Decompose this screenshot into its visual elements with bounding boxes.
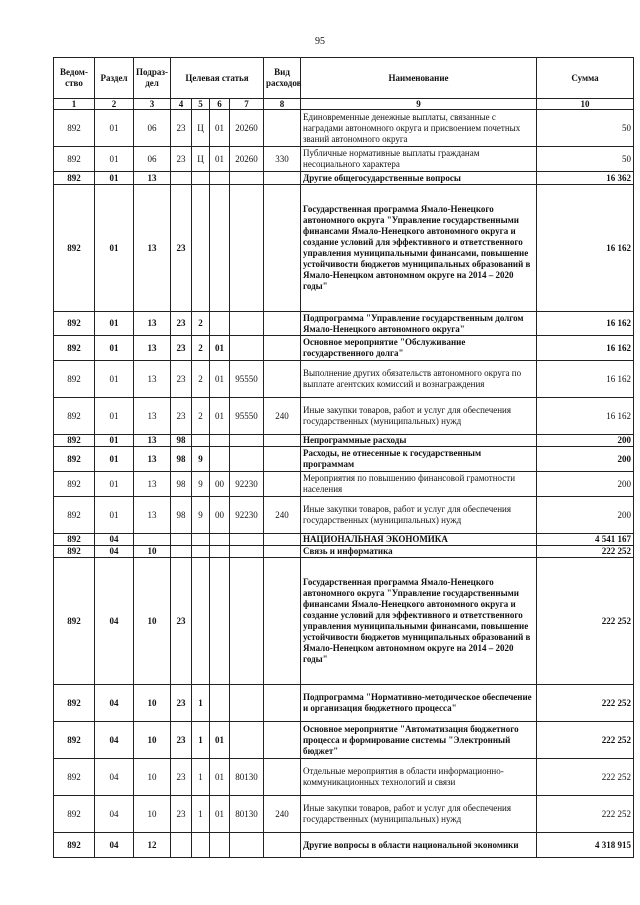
subsection-cell: 13 [134, 497, 171, 534]
program-cell: 98 [171, 497, 192, 534]
exp-type-cell [264, 722, 301, 759]
event-cell: 01 [210, 759, 230, 796]
table-row [54, 497, 634, 534]
section-cell: 01 [95, 497, 134, 534]
amount-cell: 200 [537, 472, 634, 497]
col-header-target: Целевая статья [171, 58, 264, 99]
column-number: 5 [192, 99, 210, 110]
program-cell: 23 [171, 796, 192, 833]
dept-cell: 892 [54, 685, 95, 722]
column-number: 2 [95, 99, 134, 110]
page-number: 95 [315, 36, 325, 47]
exp-type-cell [264, 534, 301, 546]
dept-cell: 892 [54, 312, 95, 336]
table-row [54, 336, 634, 361]
table-row [54, 685, 634, 722]
table-row [54, 534, 634, 546]
program-cell [171, 534, 192, 546]
subprogram-cell [192, 558, 210, 685]
subsection-cell: 12 [134, 833, 171, 858]
dept-cell: 892 [54, 172, 95, 185]
subprogram-cell: 2 [192, 361, 210, 398]
section-cell: 01 [95, 147, 134, 172]
name-cell: Непрограммные расходы [301, 435, 537, 447]
amount-cell: 16 162 [537, 185, 634, 312]
col-header-name: Наименование [301, 58, 537, 99]
name-cell: Иные закупки товаров, работ и услуг для обеспечения государственных (муниципальных) нужд [301, 796, 537, 833]
direction-cell [230, 447, 264, 472]
subprogram-cell: 9 [192, 472, 210, 497]
event-cell: 01 [210, 361, 230, 398]
table-row [54, 147, 634, 172]
table-row [54, 172, 634, 185]
direction-cell [230, 833, 264, 858]
subprogram-cell [192, 546, 210, 558]
section-cell: 04 [95, 833, 134, 858]
direction-cell [230, 722, 264, 759]
dept-cell: 892 [54, 147, 95, 172]
direction-cell: 80130 [230, 796, 264, 833]
subsection-cell: 13 [134, 398, 171, 435]
amount-cell: 222 252 [537, 546, 634, 558]
event-cell [210, 558, 230, 685]
program-cell: 98 [171, 472, 192, 497]
name-cell: Иные закупки товаров, работ и услуг для обеспечения государственных (муниципальных) нужд [301, 497, 537, 534]
direction-cell: 92230 [230, 497, 264, 534]
table-row [54, 558, 634, 685]
col-header-dept: Ведом- ство [54, 58, 95, 99]
section-cell: 01 [95, 185, 134, 312]
name-cell: Выполнение других обязательств автономного округа по выплате агентских комиссий и вознаграждения [301, 361, 537, 398]
table-row [54, 447, 634, 472]
column-number: 7 [230, 99, 264, 110]
dept-cell: 892 [54, 497, 95, 534]
direction-cell [230, 185, 264, 312]
section-cell: 01 [95, 472, 134, 497]
dept-cell: 892 [54, 336, 95, 361]
direction-cell: 80130 [230, 759, 264, 796]
exp-type-cell: 240 [264, 398, 301, 435]
column-number: 10 [537, 99, 634, 110]
dept-cell: 892 [54, 833, 95, 858]
direction-cell [230, 312, 264, 336]
direction-cell: 95550 [230, 361, 264, 398]
column-number: 1 [54, 99, 95, 110]
amount-cell: 200 [537, 497, 634, 534]
exp-type-cell [264, 110, 301, 147]
exp-type-cell [264, 172, 301, 185]
direction-cell [230, 685, 264, 722]
subsection-cell: 13 [134, 447, 171, 472]
dept-cell: 892 [54, 185, 95, 312]
amount-cell: 200 [537, 435, 634, 447]
direction-cell [230, 172, 264, 185]
subsection-cell: 13 [134, 361, 171, 398]
name-cell: Публичные нормативные выплаты гражданам несоциального характера [301, 147, 537, 172]
exp-type-cell [264, 546, 301, 558]
subsection-cell: 13 [134, 336, 171, 361]
amount-cell: 16 162 [537, 336, 634, 361]
exp-type-cell: 240 [264, 796, 301, 833]
program-cell: 23 [171, 722, 192, 759]
subsection-cell: 10 [134, 759, 171, 796]
table-row [54, 833, 634, 858]
section-cell: 04 [95, 685, 134, 722]
event-cell [210, 312, 230, 336]
section-cell: 04 [95, 796, 134, 833]
name-cell: Подпрограмма "Управление государственным долгом Ямало-Ненецкого автономного округа" [301, 312, 537, 336]
subsection-cell: 06 [134, 110, 171, 147]
table-row [54, 312, 634, 336]
col-header-section: Раздел [95, 58, 134, 99]
dept-cell: 892 [54, 447, 95, 472]
section-cell: 01 [95, 336, 134, 361]
direction-cell [230, 558, 264, 685]
col-header-subsection: Подраз- дел [134, 58, 171, 99]
table-row [54, 759, 634, 796]
direction-cell [230, 336, 264, 361]
subprogram-cell: Ц [192, 110, 210, 147]
subsection-cell: 10 [134, 722, 171, 759]
program-cell: 23 [171, 685, 192, 722]
event-cell [210, 546, 230, 558]
program-cell: 23 [171, 361, 192, 398]
table-row [54, 796, 634, 833]
event-cell [210, 435, 230, 447]
subprogram-cell: 9 [192, 447, 210, 472]
subprogram-cell [192, 833, 210, 858]
amount-cell: 222 252 [537, 796, 634, 833]
column-number-row [54, 99, 634, 110]
subprogram-cell: 1 [192, 796, 210, 833]
subsection-cell: 13 [134, 435, 171, 447]
event-cell [210, 833, 230, 858]
exp-type-cell: 330 [264, 147, 301, 172]
program-cell: 98 [171, 447, 192, 472]
name-cell: Государственная программа Ямало-Ненецкого автономного округа "Управление государственными финансами Ямало-Ненецкого автономного округа и создание условий для эффективного и ответственного управления муниципальными финансами, повышение устойчивости бюджетов муниципальных образований в Ямало-Ненецком автономном округе на 2014 – 2020 годы" [301, 558, 537, 685]
dept-cell: 892 [54, 558, 95, 685]
name-cell: Связь и информатика [301, 546, 537, 558]
program-cell: 23 [171, 398, 192, 435]
subprogram-cell: 2 [192, 312, 210, 336]
event-cell: 01 [210, 722, 230, 759]
subsection-cell: 10 [134, 796, 171, 833]
amount-cell: 222 252 [537, 685, 634, 722]
subsection-cell: 10 [134, 558, 171, 685]
exp-type-cell: 240 [264, 497, 301, 534]
exp-type-cell [264, 685, 301, 722]
subprogram-cell: 1 [192, 722, 210, 759]
event-cell: 01 [210, 147, 230, 172]
column-number: 8 [264, 99, 301, 110]
section-cell: 01 [95, 361, 134, 398]
column-number: 6 [210, 99, 230, 110]
amount-cell: 50 [537, 147, 634, 172]
table-row [54, 110, 634, 147]
program-cell: 23 [171, 110, 192, 147]
dept-cell: 892 [54, 472, 95, 497]
event-cell [210, 534, 230, 546]
table-row [54, 435, 634, 447]
subsection-cell: 10 [134, 546, 171, 558]
col-header-amount: Сумма [537, 58, 634, 99]
amount-cell: 4 541 167 [537, 534, 634, 546]
subprogram-cell: 9 [192, 497, 210, 534]
exp-type-cell [264, 435, 301, 447]
amount-cell: 16 162 [537, 312, 634, 336]
event-cell [210, 185, 230, 312]
name-cell: Иные закупки товаров, работ и услуг для обеспечения государственных (муниципальных) нужд [301, 398, 537, 435]
amount-cell: 222 252 [537, 558, 634, 685]
dept-cell: 892 [54, 534, 95, 546]
amount-cell: 4 318 915 [537, 833, 634, 858]
name-cell: Основное мероприятие "Обслуживание государственного долга" [301, 336, 537, 361]
event-cell: 01 [210, 336, 230, 361]
event-cell [210, 172, 230, 185]
exp-type-cell [264, 558, 301, 685]
exp-type-cell [264, 312, 301, 336]
dept-cell: 892 [54, 361, 95, 398]
table-row [54, 185, 634, 312]
table-row [54, 361, 634, 398]
section-cell: 01 [95, 172, 134, 185]
exp-type-cell [264, 361, 301, 398]
event-cell: 00 [210, 472, 230, 497]
direction-cell [230, 435, 264, 447]
col-header-exp-type: Вид расходов [264, 58, 301, 99]
name-cell: Основное мероприятие "Автоматизация бюджетного процесса и формирование системы "Электронный бюджет" [301, 722, 537, 759]
subsection-cell [134, 534, 171, 546]
event-cell: 01 [210, 110, 230, 147]
table-row [54, 398, 634, 435]
dept-cell: 892 [54, 398, 95, 435]
name-cell: Отдельные мероприятия в области информационно-коммуникационных технологий и связи [301, 759, 537, 796]
section-cell: 04 [95, 546, 134, 558]
amount-cell: 16 162 [537, 398, 634, 435]
direction-cell [230, 546, 264, 558]
subprogram-cell [192, 534, 210, 546]
name-cell: Другие общегосударственные вопросы [301, 172, 537, 185]
name-cell: НАЦИОНАЛЬНАЯ ЭКОНОМИКА [301, 534, 537, 546]
subprogram-cell: Ц [192, 147, 210, 172]
program-cell: 23 [171, 336, 192, 361]
event-cell [210, 447, 230, 472]
table-header-row [54, 58, 634, 99]
program-cell: 23 [171, 759, 192, 796]
column-number: 4 [171, 99, 192, 110]
program-cell: 23 [171, 147, 192, 172]
exp-type-cell [264, 833, 301, 858]
program-cell: 23 [171, 558, 192, 685]
subsection-cell: 13 [134, 472, 171, 497]
amount-cell: 222 252 [537, 722, 634, 759]
exp-type-cell [264, 336, 301, 361]
direction-cell: 95550 [230, 398, 264, 435]
dept-cell: 892 [54, 796, 95, 833]
subprogram-cell: 2 [192, 336, 210, 361]
direction-cell [230, 534, 264, 546]
dept-cell: 892 [54, 759, 95, 796]
amount-cell: 222 252 [537, 759, 634, 796]
name-cell: Другие вопросы в области национальной экономики [301, 833, 537, 858]
section-cell: 01 [95, 312, 134, 336]
name-cell: Расходы, не отнесенные к государственным программам [301, 447, 537, 472]
section-cell: 01 [95, 447, 134, 472]
dept-cell: 892 [54, 435, 95, 447]
section-cell: 04 [95, 534, 134, 546]
name-cell: Мероприятия по повышению финансовой грамотности населения [301, 472, 537, 497]
direction-cell: 20260 [230, 147, 264, 172]
subsection-cell: 13 [134, 312, 171, 336]
section-cell: 04 [95, 759, 134, 796]
subprogram-cell [192, 172, 210, 185]
program-cell [171, 546, 192, 558]
event-cell [210, 685, 230, 722]
table-row [54, 546, 634, 558]
amount-cell: 50 [537, 110, 634, 147]
subsection-cell: 10 [134, 685, 171, 722]
column-number: 3 [134, 99, 171, 110]
section-cell: 01 [95, 435, 134, 447]
subprogram-cell [192, 435, 210, 447]
subprogram-cell: 2 [192, 398, 210, 435]
column-number: 9 [301, 99, 537, 110]
subprogram-cell: 1 [192, 685, 210, 722]
exp-type-cell [264, 185, 301, 312]
event-cell: 01 [210, 398, 230, 435]
subprogram-cell [192, 185, 210, 312]
program-cell: 23 [171, 185, 192, 312]
table-row [54, 722, 634, 759]
name-cell: Государственная программа Ямало-Ненецкого автономного округа "Управление государственными финансами Ямало-Ненецкого автономного округа и создание условий для эффективного и ответственного управления муниципальными финансами, повышение устойчивости бюджетов муниципальных образований в Ямало-Ненецком автономном округе на 2014 – 2020 годы" [301, 185, 537, 312]
program-cell [171, 833, 192, 858]
amount-cell: 200 [537, 447, 634, 472]
program-cell: 98 [171, 435, 192, 447]
section-cell: 01 [95, 398, 134, 435]
direction-cell: 20260 [230, 110, 264, 147]
subprogram-cell: 1 [192, 759, 210, 796]
exp-type-cell [264, 472, 301, 497]
subsection-cell: 06 [134, 147, 171, 172]
dept-cell: 892 [54, 722, 95, 759]
amount-cell: 16 362 [537, 172, 634, 185]
dept-cell: 892 [54, 546, 95, 558]
exp-type-cell [264, 759, 301, 796]
program-cell [171, 172, 192, 185]
program-cell: 23 [171, 312, 192, 336]
exp-type-cell [264, 447, 301, 472]
direction-cell: 92230 [230, 472, 264, 497]
dept-cell: 892 [54, 110, 95, 147]
section-cell: 04 [95, 558, 134, 685]
section-cell: 04 [95, 722, 134, 759]
amount-cell: 16 162 [537, 361, 634, 398]
subsection-cell: 13 [134, 185, 171, 312]
subsection-cell: 13 [134, 172, 171, 185]
section-cell: 01 [95, 110, 134, 147]
name-cell: Подпрограмма "Нормативно-методическое обеспечение и организация бюджетного процесса" [301, 685, 537, 722]
table-row [54, 472, 634, 497]
name-cell: Единовременные денежные выплаты, связанные с наградами автономного округа и присвоением почетных званий автономного округа [301, 110, 537, 147]
event-cell: 00 [210, 497, 230, 534]
event-cell: 01 [210, 796, 230, 833]
budget-table [53, 57, 634, 858]
